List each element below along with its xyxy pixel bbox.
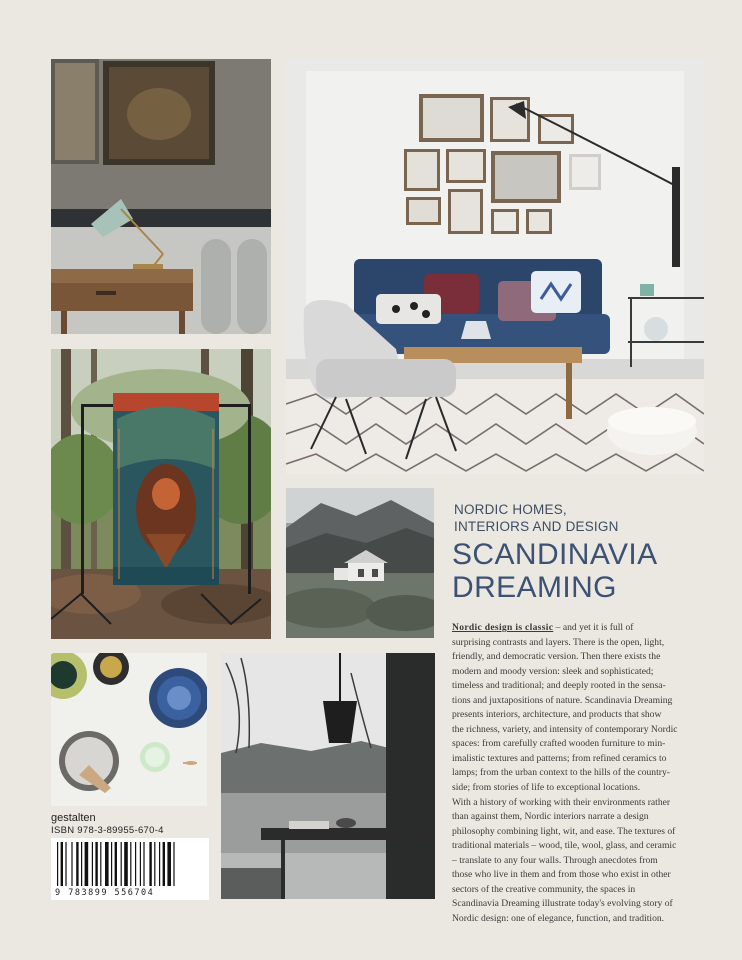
blurb-line: philosophy combining light, wit, and ease. The textures of bbox=[452, 825, 676, 837]
barcode-bar bbox=[124, 842, 128, 886]
blurb-line: imalistic textures and patterns; from refined ceramics to bbox=[452, 752, 667, 764]
blurb-line: those who live in them and from those who exist in other bbox=[452, 869, 671, 881]
blurb-line: friendly, and democratic version. Then there exists the bbox=[452, 651, 661, 663]
barcode-bar bbox=[76, 842, 78, 886]
blurb-lead-tail: – and yet it is full of bbox=[553, 622, 634, 633]
barcode-bar bbox=[71, 842, 72, 886]
barcode-bar bbox=[149, 842, 151, 886]
blurb-line: tions and juxtapositions of nature. Scandinavia Dreaming bbox=[452, 694, 673, 706]
photo-lakeside-house bbox=[286, 488, 434, 638]
barcode-bar bbox=[95, 842, 97, 886]
cover-subtitle bbox=[454, 501, 619, 535]
barcode-bar bbox=[159, 842, 160, 886]
barcode-bar bbox=[111, 842, 112, 886]
barcode-bar bbox=[100, 842, 101, 886]
barcode-bar bbox=[57, 842, 58, 886]
blurb-line: traditional materials – wood, tile, wool, glass, and ceramic bbox=[452, 840, 677, 852]
isbn-number: ISBN 978-3-89955-670-4 bbox=[51, 825, 164, 836]
blurb-line: the richness, variety, and intensity of contemporary Nordic bbox=[452, 723, 678, 735]
barcode-bar bbox=[130, 842, 131, 886]
barcode-bar bbox=[143, 842, 144, 886]
subtitle-line-2: INTERIORS AND DESIGN bbox=[454, 519, 619, 534]
blurb-line: surprising contrasts and layers. There is the open, light, bbox=[452, 636, 665, 648]
blurb-line: – translate to any four walls. Through anecdotes from bbox=[452, 854, 658, 866]
blurb-line: With a history of working with their environments rather bbox=[452, 796, 671, 808]
publisher-name: gestalten bbox=[51, 812, 96, 824]
blurb-line: lamps; from the urban context to the hills of the country- bbox=[452, 767, 670, 779]
barcode-bar bbox=[61, 842, 63, 886]
barcode-bar bbox=[92, 842, 93, 886]
barcode-bar bbox=[173, 842, 174, 886]
blurb-line: sectors of the creative community, the spaces in bbox=[452, 883, 636, 895]
blurb-line: than against them, Nordic interiors narrate a design bbox=[452, 811, 649, 823]
blurb-line: side; from stories of life to exceptional locations. bbox=[452, 782, 641, 794]
barcode-bar bbox=[81, 842, 82, 886]
blurb-line: spaces: from carefully crafted wooden furniture to min- bbox=[452, 738, 666, 750]
barcode-bar bbox=[105, 842, 109, 886]
photo-living-room-sofa bbox=[286, 59, 704, 474]
blurb-line: Scandinavia Dreaming illustrate today's evolving story of bbox=[452, 898, 673, 910]
blurb-lead: Nordic design is classic bbox=[452, 622, 554, 633]
barcode-bar bbox=[121, 842, 122, 886]
barcode-bar bbox=[154, 842, 155, 886]
barcode-bar bbox=[167, 842, 171, 886]
photo-study-desk-lamp bbox=[51, 59, 271, 334]
barcode-digits: 9 783899 556704 bbox=[51, 888, 209, 900]
book-title bbox=[452, 538, 658, 604]
barcode-bar bbox=[163, 842, 165, 886]
title-line-2: DREAMING bbox=[452, 571, 617, 604]
blurb-line: modern and moody version: sleek and sophisticated; bbox=[452, 665, 654, 677]
blurb-text bbox=[452, 621, 714, 926]
barcode bbox=[51, 838, 209, 890]
barcode-bar bbox=[115, 842, 117, 886]
photo-tapestry-forest bbox=[51, 349, 271, 639]
blurb-first-line bbox=[452, 621, 714, 636]
barcode-bars bbox=[51, 838, 209, 890]
photo-ceramic-tableware bbox=[51, 653, 207, 806]
subtitle-line-1: NORDIC HOMES, bbox=[454, 502, 567, 517]
photo-window-lake-view bbox=[221, 653, 435, 899]
barcode-bar bbox=[140, 842, 141, 886]
barcode-bar bbox=[65, 842, 66, 886]
blurb-line: Nordic design: one of elegance, function, and tradition. bbox=[452, 912, 665, 924]
title-line-1: SCANDINAVIA bbox=[452, 538, 658, 571]
blurb-line: presents interiors, architecture, and products that show bbox=[452, 709, 662, 721]
barcode-bar bbox=[85, 842, 89, 886]
barcode-bar bbox=[135, 842, 136, 886]
blurb-line: timeless and traditional; and deeply rooted in the sensa- bbox=[452, 680, 666, 692]
